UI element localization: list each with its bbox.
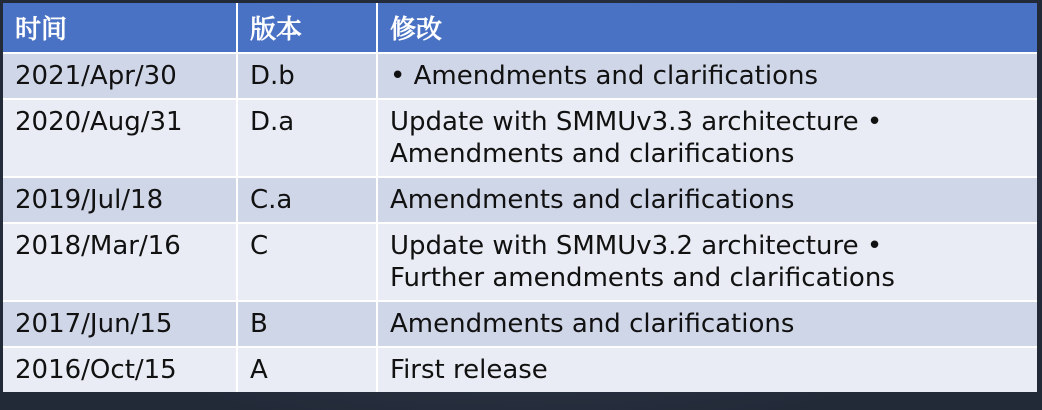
- cell-version: C: [237, 223, 377, 301]
- change-line: First release: [390, 355, 548, 385]
- change-line: Amendments and clarifications: [390, 139, 795, 169]
- cell-changes: [377, 99, 1037, 177]
- cell-version: B: [237, 301, 377, 347]
- cell-version: C.a: [237, 177, 377, 223]
- cell-date: 2020/Aug/31: [3, 99, 237, 177]
- header-date: 时间: [3, 3, 237, 53]
- table-row: [3, 301, 1037, 347]
- change-line: • Amendments and clarifications: [390, 61, 818, 91]
- cell-changes: [377, 347, 1037, 392]
- cell-changes: [377, 177, 1037, 223]
- cell-date: 2017/Jun/15: [3, 301, 237, 347]
- table-row: [3, 53, 1037, 99]
- change-line: Amendments and clarifications: [390, 309, 795, 339]
- cell-date: 2018/Mar/16: [3, 223, 237, 301]
- cell-version: D.b: [237, 53, 377, 99]
- cell-date: 2019/Jul/18: [3, 177, 237, 223]
- table-header-row: [3, 3, 1037, 53]
- change-line: Update with SMMUv3.2 architecture •: [390, 231, 883, 261]
- cell-changes: [377, 53, 1037, 99]
- table-row: [3, 99, 1037, 177]
- cell-changes: [377, 301, 1037, 347]
- header-version: 版本: [237, 3, 377, 53]
- cell-date: 2021/Apr/30: [3, 53, 237, 99]
- change-line: Update with SMMUv3.3 architecture •: [390, 107, 883, 137]
- revision-history-table: [3, 3, 1037, 392]
- table-row: [3, 177, 1037, 223]
- header-changes: 修改: [377, 3, 1037, 53]
- change-line: Further amendments and clarifications: [390, 263, 895, 293]
- cell-version: D.a: [237, 99, 377, 177]
- cell-date: 2016/Oct/15: [3, 347, 237, 392]
- table-row: [3, 347, 1037, 392]
- change-line: Amendments and clarifications: [390, 185, 795, 215]
- cell-changes: [377, 223, 1037, 301]
- table-row: [3, 223, 1037, 301]
- cell-version: A: [237, 347, 377, 392]
